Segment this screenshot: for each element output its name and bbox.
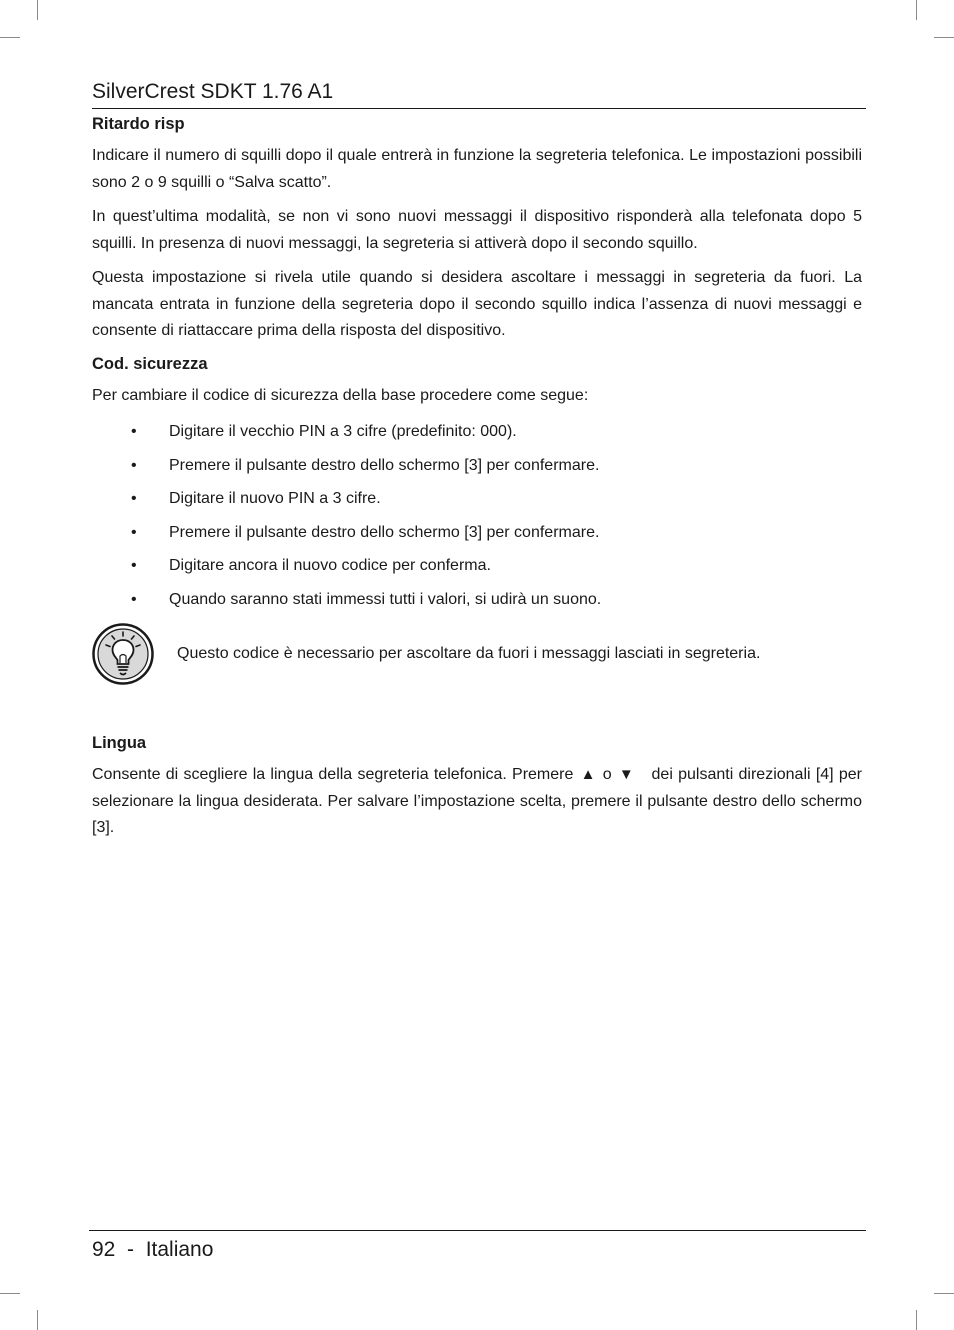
paragraph: Per cambiare il codice di sicurezza della base procedere come segue: bbox=[92, 386, 589, 404]
list-item bbox=[92, 556, 862, 576]
paragraph: In quest’ultima modalità, se non vi sono nuovi messaggi il dispositivo risponderà alla telefonata dopo 5 squilli. In presenza di nuovi messaggi, la segreteria si attiverà dopo il secondo squillo. bbox=[92, 208, 862, 252]
arrow-down-icon: ▼ bbox=[618, 766, 634, 783]
text-run: dei pulsanti direzionali [4] per selezionare la lingua desiderata. Per salvare l’impostazione scelta, premere il pulsante destro dello schermo [3]. bbox=[92, 766, 867, 836]
bullet: • bbox=[131, 456, 137, 474]
step-text: Digitare il nuovo PIN a 3 cifre. bbox=[169, 490, 381, 507]
text-run: o bbox=[597, 766, 617, 783]
list-item bbox=[92, 590, 862, 610]
crop-mark bbox=[934, 37, 954, 38]
paragraph-lingua bbox=[92, 762, 867, 842]
section-heading-lingua: Lingua bbox=[92, 734, 147, 752]
bullet: • bbox=[131, 490, 137, 507]
page-title: SilverCrest SDKT 1.76 A1 bbox=[92, 80, 334, 103]
list-item bbox=[92, 456, 862, 476]
bullet: • bbox=[131, 523, 137, 541]
bullet: • bbox=[131, 590, 137, 608]
step-text: Digitare il vecchio PIN a 3 cifre (predefinito: 000). bbox=[169, 423, 517, 440]
tip-text: Questo codice è necessario per ascoltare da fuori i messaggi lasciati in segreteria. bbox=[177, 645, 761, 662]
crop-mark bbox=[0, 37, 20, 38]
crop-mark bbox=[934, 1293, 954, 1294]
text-run: Consente di scegliere la lingua della segreteria telefonica. Premere bbox=[92, 766, 579, 783]
list-item bbox=[92, 422, 862, 442]
step-text: Premere il pulsante destro dello schermo [3] per confermare. bbox=[169, 523, 600, 541]
section-heading-ritardo: Ritardo risp bbox=[92, 115, 185, 133]
step-text: Premere il pulsante destro dello schermo [3] per confermare. bbox=[169, 456, 600, 474]
step-text: Quando saranno stati immessi tutti i valori, si udirà un suono. bbox=[169, 590, 602, 608]
steps-list bbox=[92, 422, 862, 610]
page-number: 92 - Italiano bbox=[92, 1238, 214, 1261]
crop-mark bbox=[916, 0, 917, 20]
crop-mark bbox=[37, 1310, 38, 1330]
list-item bbox=[92, 489, 862, 509]
page-footer bbox=[89, 1230, 866, 1263]
paragraph: Questa impostazione si rivela utile quando si desidera ascoltare i messaggi in segreteria da fuori. La mancata entrata in funzione della segreteria dopo il secondo squillo indica l’assenza di nuovi messaggi e consente di riattaccare prima della risposta del dispositivo. bbox=[92, 269, 862, 339]
arrow-up-icon: ▲ bbox=[580, 766, 596, 783]
page-header bbox=[92, 80, 866, 109]
crop-mark bbox=[0, 1293, 20, 1294]
section-heading-codice: Cod. sicurezza bbox=[92, 354, 208, 373]
bullet: • bbox=[131, 423, 137, 440]
step-text: Digitare ancora il nuovo codice per conferma. bbox=[169, 557, 491, 574]
lightbulb-icon bbox=[92, 623, 154, 685]
bullet: • bbox=[131, 557, 137, 574]
crop-mark bbox=[916, 1310, 917, 1330]
page-content bbox=[92, 113, 867, 850]
tip-box bbox=[92, 623, 862, 695]
list-item bbox=[92, 523, 862, 543]
crop-mark bbox=[37, 0, 38, 20]
paragraph: Indicare il numero di squilli dopo il quale entrerà in funzione la segreteria telefonica. Le impostazioni possibili sono 2 o 9 squilli o “Salva scatto”. bbox=[92, 147, 862, 191]
